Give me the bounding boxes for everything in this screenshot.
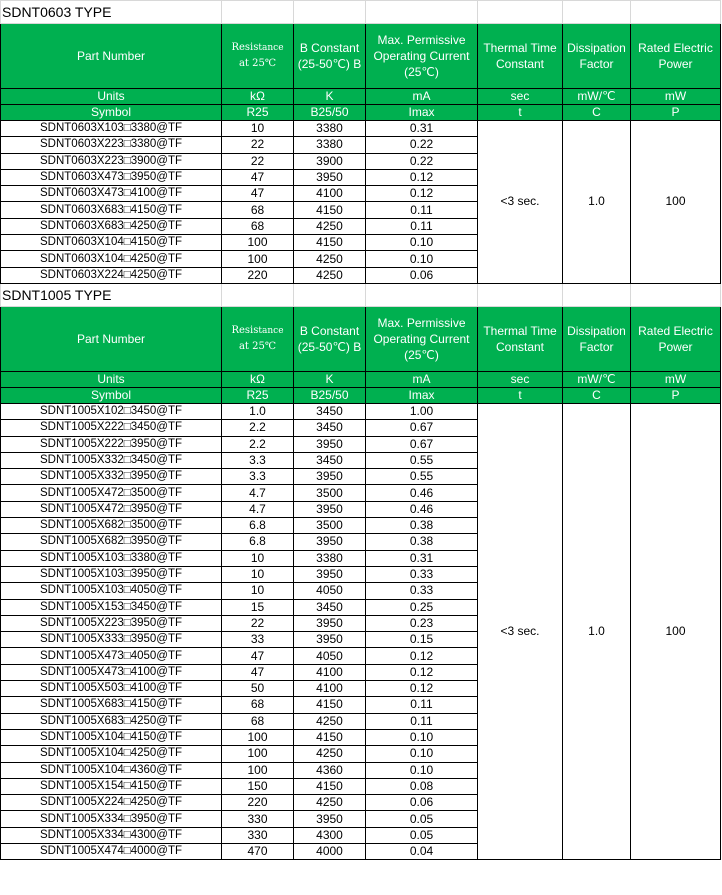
part-number-cell: SDNT0603X223□3380@TF — [1, 137, 222, 153]
section-title-row — [1, 1, 721, 24]
units-cell: K — [294, 89, 366, 105]
max-current-cell: 0.10 — [366, 251, 478, 267]
units-cell: mA — [366, 371, 478, 387]
b-constant-cell: 4250 — [294, 795, 366, 811]
max-current-cell: 0.10 — [366, 235, 478, 251]
resistance-cell: 100 — [222, 729, 294, 745]
part-number-cell: SDNT0603X224□4250@TF — [1, 267, 222, 283]
resistance-cell: 4.7 — [222, 485, 294, 501]
symbol-row — [1, 387, 721, 403]
b-constant-cell: 4150 — [294, 729, 366, 745]
part-number-cell: SDNT1005X683□4250@TF — [1, 713, 222, 729]
max-current-cell: 0.08 — [366, 778, 478, 794]
resistance-cell: 220 — [222, 267, 294, 283]
part-number-cell: SDNT1005X223□3950@TF — [1, 615, 222, 631]
b-constant-cell: 3950 — [294, 469, 366, 485]
max-current-cell: 0.22 — [366, 153, 478, 169]
b-constant-cell: 4100 — [294, 681, 366, 697]
max-current-cell: 0.04 — [366, 843, 478, 859]
part-number-cell: SDNT1005X104□4150@TF — [1, 729, 222, 745]
spec-table-body — [1, 1, 721, 860]
b-constant-cell: 3380 — [294, 550, 366, 566]
b-constant-cell: 3450 — [294, 420, 366, 436]
units-row — [1, 89, 721, 105]
part-number-cell: SDNT0603X104□4250@TF — [1, 251, 222, 267]
resistance-cell: 50 — [222, 681, 294, 697]
dissipation-value: 1.0 — [563, 121, 631, 284]
resistance-cell: 330 — [222, 827, 294, 843]
b-constant-cell: 3450 — [294, 452, 366, 468]
resistance-cell: 150 — [222, 778, 294, 794]
max-current-cell: 0.12 — [366, 169, 478, 185]
header-max-current: Max. Permissive Operating Current (25℃) — [366, 306, 478, 371]
symbol-cell: B25/50 — [294, 105, 366, 121]
b-constant-cell: 3950 — [294, 632, 366, 648]
symbol-cell: t — [478, 105, 563, 121]
max-current-cell: 0.22 — [366, 137, 478, 153]
resistance-cell: 47 — [222, 664, 294, 680]
max-current-cell: 0.11 — [366, 713, 478, 729]
max-current-cell: 0.06 — [366, 795, 478, 811]
units-cell: mW/℃ — [563, 371, 631, 387]
table-row — [1, 121, 721, 137]
symbol-cell: C — [563, 105, 631, 121]
b-constant-cell: 4150 — [294, 235, 366, 251]
b-constant-cell: 4250 — [294, 251, 366, 267]
part-number-cell: SDNT1005X472□3500@TF — [1, 485, 222, 501]
resistance-cell: 10 — [222, 566, 294, 582]
section-title: SDNT1005 TYPE — [1, 283, 222, 306]
max-current-cell: 0.11 — [366, 218, 478, 234]
max-current-cell: 0.10 — [366, 729, 478, 745]
part-number-cell: SDNT1005X472□3950@TF — [1, 501, 222, 517]
units-cell: kΩ — [222, 371, 294, 387]
max-current-cell: 0.67 — [366, 436, 478, 452]
resistance-cell: 15 — [222, 599, 294, 615]
resistance-cell: 3.3 — [222, 452, 294, 468]
symbol-cell: P — [631, 105, 721, 121]
b-constant-cell: 3500 — [294, 485, 366, 501]
max-current-cell: 0.38 — [366, 518, 478, 534]
symbol-cell: C — [563, 387, 631, 403]
thermal-time-value: <3 sec. — [478, 121, 563, 284]
max-current-cell: 0.05 — [366, 827, 478, 843]
resistance-cell: 100 — [222, 251, 294, 267]
max-current-cell: 0.11 — [366, 697, 478, 713]
dissipation-value: 1.0 — [563, 403, 631, 859]
header-rated-power: Rated Electric Power — [631, 306, 721, 371]
max-current-cell: 0.31 — [366, 550, 478, 566]
b-constant-cell: 3950 — [294, 615, 366, 631]
b-constant-cell: 3950 — [294, 436, 366, 452]
header-dissipation: Dissipation Factor — [563, 24, 631, 89]
rated-power-value: 100 — [631, 403, 721, 859]
b-constant-cell: 3900 — [294, 153, 366, 169]
symbol-cell: P — [631, 387, 721, 403]
header-b-constant: B Constant (25-50℃) B — [294, 306, 366, 371]
resistance-cell: 4.7 — [222, 501, 294, 517]
rated-power-value: 100 — [631, 121, 721, 284]
b-constant-cell: 3450 — [294, 403, 366, 419]
part-number-cell: SDNT1005X154□4150@TF — [1, 778, 222, 794]
units-cell: Units — [1, 371, 222, 387]
max-current-cell: 0.55 — [366, 452, 478, 468]
resistance-cell: 220 — [222, 795, 294, 811]
header-row — [1, 24, 721, 89]
part-number-cell: SDNT1005X104□4360@TF — [1, 762, 222, 778]
max-current-cell: 0.11 — [366, 202, 478, 218]
units-cell: K — [294, 371, 366, 387]
part-number-cell: SDNT1005X474□4000@TF — [1, 843, 222, 859]
max-current-cell: 0.46 — [366, 501, 478, 517]
resistance-cell: 22 — [222, 153, 294, 169]
section-title: SDNT0603 TYPE — [1, 1, 222, 24]
resistance-cell: 10 — [222, 583, 294, 599]
units-cell: mW — [631, 371, 721, 387]
max-current-cell: 0.55 — [366, 469, 478, 485]
b-constant-cell: 4300 — [294, 827, 366, 843]
units-cell: mW — [631, 89, 721, 105]
max-current-cell: 0.05 — [366, 811, 478, 827]
part-number-cell: SDNT0603X473□4100@TF — [1, 186, 222, 202]
header-b-constant: B Constant (25-50℃) B — [294, 24, 366, 89]
b-constant-cell: 3500 — [294, 518, 366, 534]
units-cell: sec — [478, 89, 563, 105]
max-current-cell: 0.15 — [366, 632, 478, 648]
max-current-cell: 0.12 — [366, 648, 478, 664]
b-constant-cell: 4000 — [294, 843, 366, 859]
header-max-current: Max. Permissive Operating Current (25℃) — [366, 24, 478, 89]
part-number-cell: SDNT1005X503□4100@TF — [1, 681, 222, 697]
header-resistance: Resistance at 25℃ — [222, 306, 294, 371]
resistance-cell: 68 — [222, 218, 294, 234]
resistance-cell: 6.8 — [222, 534, 294, 550]
header-dissipation: Dissipation Factor — [563, 306, 631, 371]
resistance-cell: 68 — [222, 202, 294, 218]
table-row — [1, 403, 721, 419]
max-current-cell: 0.12 — [366, 186, 478, 202]
b-constant-cell: 4250 — [294, 746, 366, 762]
symbol-cell: R25 — [222, 105, 294, 121]
max-current-cell: 0.46 — [366, 485, 478, 501]
max-current-cell: 0.31 — [366, 121, 478, 137]
max-current-cell: 0.10 — [366, 762, 478, 778]
resistance-cell: 10 — [222, 121, 294, 137]
header-part-number: Part Number — [1, 24, 222, 89]
b-constant-cell: 4150 — [294, 202, 366, 218]
part-number-cell: SDNT1005X104□4250@TF — [1, 746, 222, 762]
header-row — [1, 306, 721, 371]
resistance-cell: 68 — [222, 697, 294, 713]
part-number-cell: SDNT1005X682□3950@TF — [1, 534, 222, 550]
part-number-cell: SDNT1005X224□4250@TF — [1, 795, 222, 811]
b-constant-cell: 3950 — [294, 169, 366, 185]
units-cell: kΩ — [222, 89, 294, 105]
max-current-cell: 0.12 — [366, 664, 478, 680]
symbol-cell: B25/50 — [294, 387, 366, 403]
b-constant-cell: 4360 — [294, 762, 366, 778]
resistance-cell: 330 — [222, 811, 294, 827]
b-constant-cell: 4100 — [294, 186, 366, 202]
max-current-cell: 0.33 — [366, 566, 478, 582]
part-number-cell: SDNT1005X473□4100@TF — [1, 664, 222, 680]
resistance-cell: 100 — [222, 746, 294, 762]
units-cell: mA — [366, 89, 478, 105]
symbol-cell: Symbol — [1, 387, 222, 403]
b-constant-cell: 4250 — [294, 267, 366, 283]
b-constant-cell: 4150 — [294, 697, 366, 713]
resistance-cell: 2.2 — [222, 436, 294, 452]
b-constant-cell: 4250 — [294, 713, 366, 729]
max-current-cell: 0.38 — [366, 534, 478, 550]
resistance-cell: 47 — [222, 186, 294, 202]
header-thermal-time: Thermal Time Constant — [478, 306, 563, 371]
part-number-cell: SDNT1005X683□4150@TF — [1, 697, 222, 713]
symbol-cell: Imax — [366, 105, 478, 121]
resistance-cell: 100 — [222, 762, 294, 778]
part-number-cell: SDNT1005X103□3950@TF — [1, 566, 222, 582]
max-current-cell: 0.33 — [366, 583, 478, 599]
part-number-cell: SDNT1005X334□3950@TF — [1, 811, 222, 827]
resistance-cell: 470 — [222, 843, 294, 859]
b-constant-cell: 3950 — [294, 566, 366, 582]
b-constant-cell: 3950 — [294, 501, 366, 517]
b-constant-cell: 3950 — [294, 534, 366, 550]
max-current-cell: 0.67 — [366, 420, 478, 436]
units-cell: mW/℃ — [563, 89, 631, 105]
part-number-cell: SDNT0603X683□4150@TF — [1, 202, 222, 218]
part-number-cell: SDNT1005X682□3500@TF — [1, 518, 222, 534]
part-number-cell: SDNT1005X103□4050@TF — [1, 583, 222, 599]
b-constant-cell: 4150 — [294, 778, 366, 794]
resistance-cell: 33 — [222, 632, 294, 648]
b-constant-cell: 3950 — [294, 811, 366, 827]
thermal-time-value: <3 sec. — [478, 403, 563, 859]
part-number-cell: SDNT0603X683□4250@TF — [1, 218, 222, 234]
b-constant-cell: 4050 — [294, 583, 366, 599]
b-constant-cell: 3450 — [294, 599, 366, 615]
max-current-cell: 1.00 — [366, 403, 478, 419]
units-cell: sec — [478, 371, 563, 387]
symbol-row — [1, 105, 721, 121]
part-number-cell: SDNT1005X103□3380@TF — [1, 550, 222, 566]
resistance-cell: 3.3 — [222, 469, 294, 485]
resistance-cell: 100 — [222, 235, 294, 251]
symbol-cell: t — [478, 387, 563, 403]
part-number-cell: SDNT1005X102□3450@TF — [1, 403, 222, 419]
symbol-cell: Symbol — [1, 105, 222, 121]
b-constant-cell: 4100 — [294, 664, 366, 680]
part-number-cell: SDNT1005X153□3450@TF — [1, 599, 222, 615]
units-row — [1, 371, 721, 387]
resistance-cell: 6.8 — [222, 518, 294, 534]
symbol-cell: Imax — [366, 387, 478, 403]
symbol-cell: R25 — [222, 387, 294, 403]
units-cell: Units — [1, 89, 222, 105]
part-number-cell: SDNT0603X223□3900@TF — [1, 153, 222, 169]
b-constant-cell: 4250 — [294, 218, 366, 234]
max-current-cell: 0.10 — [366, 746, 478, 762]
resistance-cell: 2.2 — [222, 420, 294, 436]
max-current-cell: 0.06 — [366, 267, 478, 283]
section-title-row — [1, 283, 721, 306]
part-number-cell: SDNT1005X332□3950@TF — [1, 469, 222, 485]
resistance-cell: 1.0 — [222, 403, 294, 419]
resistance-cell: 22 — [222, 615, 294, 631]
max-current-cell: 0.12 — [366, 681, 478, 697]
b-constant-cell: 3380 — [294, 137, 366, 153]
part-number-cell: SDNT1005X333□3950@TF — [1, 632, 222, 648]
part-number-cell: SDNT1005X222□3450@TF — [1, 420, 222, 436]
header-resistance: Resistance at 25℃ — [222, 24, 294, 89]
part-number-cell: SDNT0603X104□4150@TF — [1, 235, 222, 251]
resistance-cell: 47 — [222, 169, 294, 185]
part-number-cell: SDNT1005X334□4300@TF — [1, 827, 222, 843]
b-constant-cell: 4050 — [294, 648, 366, 664]
part-number-cell: SDNT1005X473□4050@TF — [1, 648, 222, 664]
part-number-cell: SDNT0603X473□3950@TF — [1, 169, 222, 185]
part-number-cell: SDNT0603X103□3380@TF — [1, 121, 222, 137]
part-number-cell: SDNT1005X222□3950@TF — [1, 436, 222, 452]
resistance-cell: 47 — [222, 648, 294, 664]
resistance-cell: 68 — [222, 713, 294, 729]
resistance-cell: 10 — [222, 550, 294, 566]
header-part-number: Part Number — [1, 306, 222, 371]
header-thermal-time: Thermal Time Constant — [478, 24, 563, 89]
header-rated-power: Rated Electric Power — [631, 24, 721, 89]
part-number-cell: SDNT1005X332□3450@TF — [1, 452, 222, 468]
b-constant-cell: 3380 — [294, 121, 366, 137]
resistance-cell: 22 — [222, 137, 294, 153]
max-current-cell: 0.25 — [366, 599, 478, 615]
max-current-cell: 0.23 — [366, 615, 478, 631]
